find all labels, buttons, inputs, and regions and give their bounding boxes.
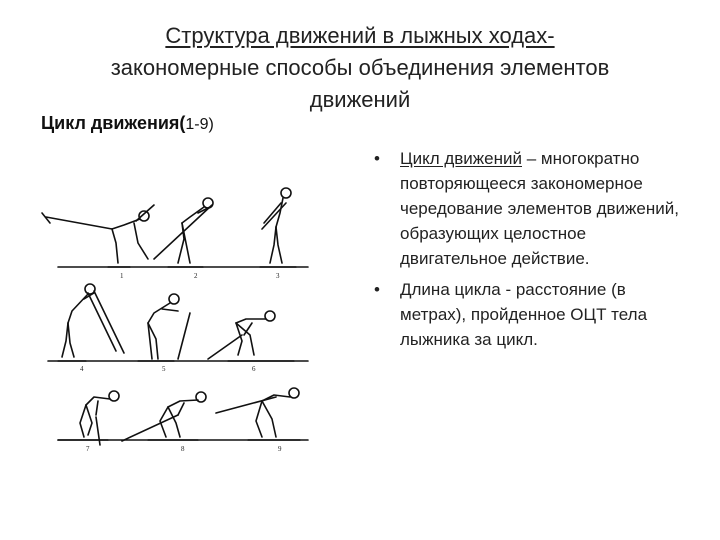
frame-number-9: 9 [278, 445, 282, 453]
frame-number-5: 5 [162, 365, 166, 373]
frame-number-7: 7 [86, 445, 90, 453]
bullet-dot: • [374, 149, 380, 168]
frame-number-6: 6 [252, 365, 256, 373]
skier-figure-8 [122, 392, 206, 441]
title-line-3: движений [309, 87, 411, 112]
bullet-dot: • [374, 280, 380, 299]
skier-figure-5 [138, 294, 190, 361]
definition-cycle-length: Длина цикла - расстояние (в метрах), пройденное ОЦТ тела лыжника за цикл. [400, 280, 648, 349]
cycle-subheading [41, 113, 214, 134]
skier-figure-1 [42, 205, 154, 267]
title-line-2: закономерные способы объединения элементов [110, 55, 610, 80]
skier-figure-6 [208, 311, 294, 361]
skier-figure-9 [216, 388, 300, 440]
frame-number-3: 3 [276, 272, 280, 280]
bullet-cycle-definition [372, 146, 692, 271]
title-line-1: Структура движений в лыжных ходах- [165, 23, 555, 48]
skier-phases-illustration [38, 183, 312, 465]
definition-cycle: – многократно повторяющееся закономерное чередование элементов движений, образующих целостное двигательное действие. [400, 149, 679, 268]
skier-drawing [38, 183, 312, 465]
subheading-tail: 1-9) [185, 116, 214, 133]
skier-figure-7 [58, 391, 119, 445]
bullet-cycle-length [372, 277, 692, 352]
frame-number-8: 8 [181, 445, 185, 453]
skier-figure-4 [48, 284, 124, 361]
frame-number-2: 2 [194, 272, 198, 280]
slide-title [40, 20, 680, 116]
skier-figure-3 [260, 188, 296, 267]
subheading-bold: Цикл движения( [41, 113, 186, 133]
skier-figure-2 [154, 198, 213, 267]
definitions-list [372, 146, 692, 352]
frame-number-1: 1 [120, 272, 124, 280]
frame-number-4: 4 [80, 365, 84, 373]
term-cycle: Цикл движений [400, 149, 522, 168]
